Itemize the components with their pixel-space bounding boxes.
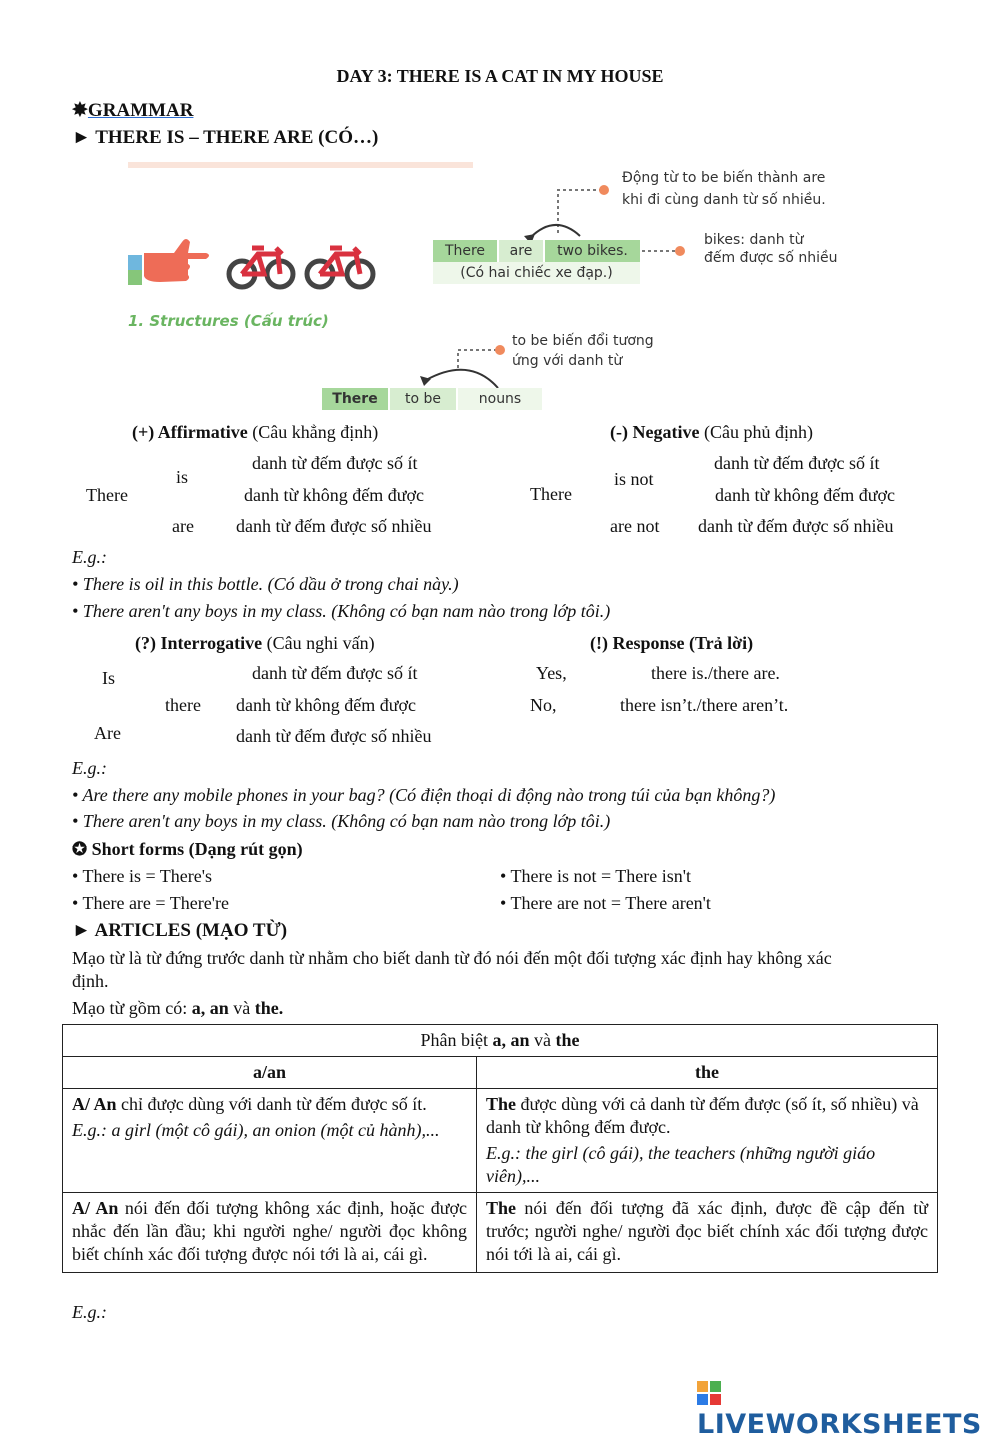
structures-heading: 1. Structures (Cấu trúc) xyxy=(128,312,329,330)
interrogative-noun-1: danh từ đếm được số ít xyxy=(252,663,418,683)
eg2-line-2: • There aren't any boys in my class. (Không có bạn nam nào trong lớp tôi.) xyxy=(72,811,611,831)
sentence-are: are xyxy=(499,240,543,262)
sentence-there: There xyxy=(433,240,497,262)
affirmative-there: There xyxy=(86,485,128,505)
interrogative-are: Are xyxy=(94,723,121,743)
short-forms-heading: ✪ Short forms (Dạng rút gọn) xyxy=(72,839,303,859)
eg2-line-1: • Are there any mobile phones in your bag? (Có điện thoại di động nào trong túi của bạn không?) xyxy=(72,785,776,805)
blue-square-icon xyxy=(128,255,142,270)
negative-is-not: is not xyxy=(614,469,654,489)
affirmative-noun-3: danh từ đếm được số nhiều xyxy=(236,516,432,536)
negative-noun-3: danh từ đếm được số nhiều xyxy=(698,516,894,536)
column-header-a-an: a/an xyxy=(63,1057,477,1089)
table-cell: A/ An chỉ được dùng với danh từ đếm được số ít. E.g.: a girl (một cô gái), an onion (một củ hành),... xyxy=(63,1089,477,1193)
note-middle-line2: ứng với danh từ xyxy=(512,353,623,369)
section-articles: ► ARTICLES (MẠO TỪ) xyxy=(72,920,288,941)
note-middle-line1: to be biến đổi tương xyxy=(512,333,654,349)
eg3-label: E.g.: xyxy=(72,1302,107,1322)
note-top-line2: khi đi cùng danh từ số nhiều. xyxy=(622,192,826,208)
note-right-line1: bikes: danh từ xyxy=(704,232,804,248)
negative-there: There xyxy=(530,484,572,504)
sentence-two-bikes: two bikes. xyxy=(545,240,640,262)
short-form-item: • There are = There're xyxy=(72,893,229,913)
response-yes-answer: there is./there are. xyxy=(651,663,780,683)
grammar-label: GRAMMAR xyxy=(87,100,194,121)
table-header: Phân biệt a, an và the xyxy=(63,1025,938,1057)
page-title: DAY 3: THERE IS A CAT IN MY HOUSE xyxy=(336,66,664,86)
green-square-icon xyxy=(128,270,142,285)
grammar-heading xyxy=(72,99,193,122)
eg1-line-1: • There is oil in this bottle. (Có dầu ở trong chai này.) xyxy=(72,574,459,594)
structure-figure xyxy=(120,158,880,420)
table-cell: The nói đến đối tượng đã xác định, được đề cập đến từ trước; người nghe/ người đọc biết chính xác đối tượng được nói tới là ai, cái gì. xyxy=(477,1193,938,1273)
articles-intro-line-1: Mạo từ là từ đứng trước danh từ nhằm cho biết danh từ đó nói đến một đối tượng xác định hay không xác xyxy=(72,948,832,968)
response-yes: Yes, xyxy=(536,663,567,683)
affirmative-heading: (+) Affirmative (Câu khẳng định) xyxy=(132,422,379,442)
table-cell: The được dùng với cả danh từ đếm được (số ít, số nhiều) và danh từ không đếm được. E.g.: the girl (cô gái), the teachers (những người giáo viên),... xyxy=(477,1089,938,1193)
short-form-item: • There is not = There isn't xyxy=(500,866,691,886)
short-form-item: • There is = There's xyxy=(72,866,212,886)
negative-heading: (-) Negative (Câu phủ định) xyxy=(610,422,813,442)
interrogative-noun-3: danh từ đếm được số nhiều xyxy=(236,726,432,746)
interrogative-there: there xyxy=(165,695,201,715)
response-heading: (!) Response (Trả lời) xyxy=(590,633,754,653)
affirmative-noun-1: danh từ đếm được số ít xyxy=(252,453,418,473)
eg1-line-2: • There aren't any boys in my class. (Không có bạn nam nào trong lớp tôi.) xyxy=(72,601,611,621)
eg2-label: E.g.: xyxy=(72,758,107,778)
star-icon: ✸ xyxy=(72,100,88,121)
bike-icon xyxy=(229,248,293,287)
affirmative-is: is xyxy=(176,467,189,487)
structure-nouns: nouns xyxy=(458,388,542,410)
structure-there: There xyxy=(322,388,388,410)
response-no: No, xyxy=(530,695,557,715)
short-form-item: • There are not = There aren't xyxy=(500,893,711,913)
note-top-line1: Động từ to be biến thành are xyxy=(622,170,826,186)
affirmative-noun-2: danh từ không đếm được xyxy=(244,485,424,505)
negative-noun-2: danh từ không đếm được xyxy=(715,485,895,505)
liveworksheets-logo-text: LIVEWORKSHEETS xyxy=(697,1409,982,1440)
pointing-hand-icon xyxy=(144,239,209,282)
liveworksheets-logo xyxy=(697,1378,1000,1440)
column-header-the: the xyxy=(477,1057,938,1089)
eg1-label: E.g.: xyxy=(72,547,107,567)
liveworksheets-logo-icon xyxy=(697,1381,721,1405)
interrogative-heading: (?) Interrogative (Câu nghi vấn) xyxy=(135,633,375,653)
interrogative-noun-2: danh từ không đếm được xyxy=(236,695,416,715)
articles-intro-line-1b: định. xyxy=(72,971,109,991)
sentence-translation: (Có hai chiếc xe đạp.) xyxy=(433,262,640,284)
bike-icon xyxy=(307,248,373,287)
negative-are-not: are not xyxy=(610,516,660,536)
articles-table xyxy=(62,1024,938,1273)
articles-intro-line-2: Mạo từ gồm có: a, an và the. xyxy=(72,998,284,1018)
table-cell: A/ An nói đến đối tượng không xác định, hoặc được nhắc đến lần đầu; khi người nghe/ người đọc không biết chính xác đối tượng được nói tới là ai, cái gì. xyxy=(63,1193,477,1273)
interrogative-is: Is xyxy=(102,668,115,688)
structure-to-be: to be xyxy=(390,388,456,410)
section-there-is-there-are: ► THERE IS – THERE ARE (CÓ…) xyxy=(72,127,379,148)
note-right-line2: đếm được số nhiều xyxy=(704,250,838,266)
affirmative-are: are xyxy=(172,516,194,536)
response-no-answer: there isn’t./there aren’t. xyxy=(620,695,789,715)
negative-noun-1: danh từ đếm được số ít xyxy=(714,453,880,473)
